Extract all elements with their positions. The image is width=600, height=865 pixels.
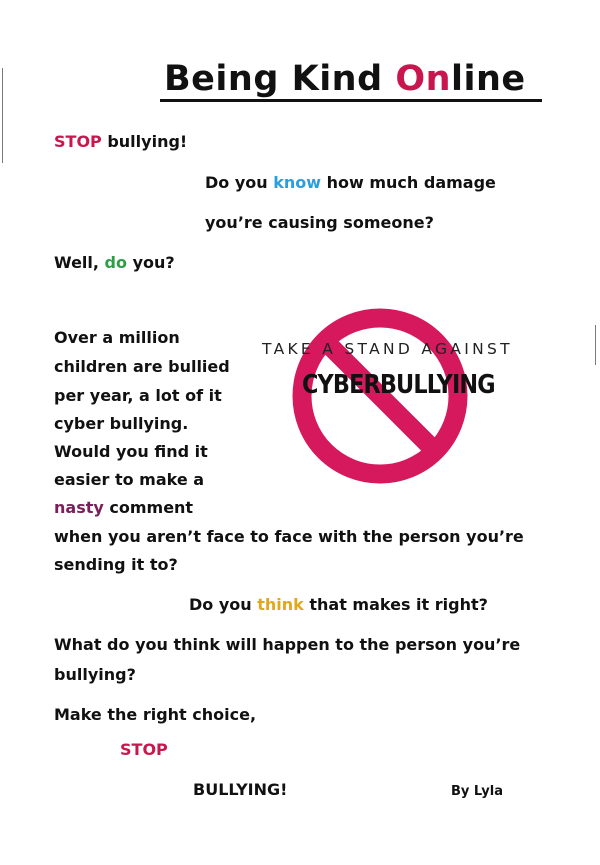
scan-edge-right [595,325,596,365]
nasty-after: comment [103,498,194,517]
author-signature: By Lyla [451,784,504,799]
title-underline [160,99,542,102]
paragraph-line-5: Would you find it [54,442,208,461]
think-word: think [257,595,304,614]
paragraph-line-3: per year, a lot of it [54,386,222,405]
what-line-2: bullying? [54,665,136,684]
think-line [189,597,488,613]
think-before: Do you [189,595,258,614]
know-word: know [273,173,322,192]
well-line [54,255,175,271]
bullying-closing: BULLYING! [193,780,288,799]
paragraph-line-2: children are bullied [54,357,230,376]
stop-bullying-rest: bullying! [101,132,188,151]
nasty-word: nasty [54,498,104,517]
paragraph-line-9: sending it to? [54,555,178,574]
title-part-1: Being Kind [164,59,396,99]
causing-line: you’re causing someone? [205,213,434,232]
well-before: Well, [54,253,105,272]
stop-word: STOP [54,132,102,151]
choice-line: Make the right choice, [54,705,257,724]
know-before: Do you [205,173,274,192]
know-after: how much damage [321,173,496,192]
paragraph-line-4: cyber bullying. [54,414,189,433]
stop-bullying-line [54,134,187,150]
title-highlight: On [395,59,452,99]
paragraph-line-1: Over a million [54,328,180,347]
cyberbullying-logo [262,304,544,488]
paragraph-line-8: when you aren’t face to face with the person you’re [54,527,524,546]
page-title [164,59,526,99]
logo-banner-text: TAKE A STAND AGAINST [262,340,513,358]
do-word: do [104,253,127,272]
do-you-know-line [205,175,496,191]
paragraph-line-6: easier to make a [54,470,205,489]
stop-closing: STOP [120,740,168,759]
well-after: you? [127,253,175,272]
think-after: that makes it right? [303,595,488,614]
title-part-2: line [451,59,526,99]
logo-main-word: CYBERBULLYING [302,370,495,400]
what-line-1: What do you think will happen to the person you’re [54,635,521,654]
scan-edge-left [2,68,3,163]
paragraph-line-7 [54,500,193,516]
